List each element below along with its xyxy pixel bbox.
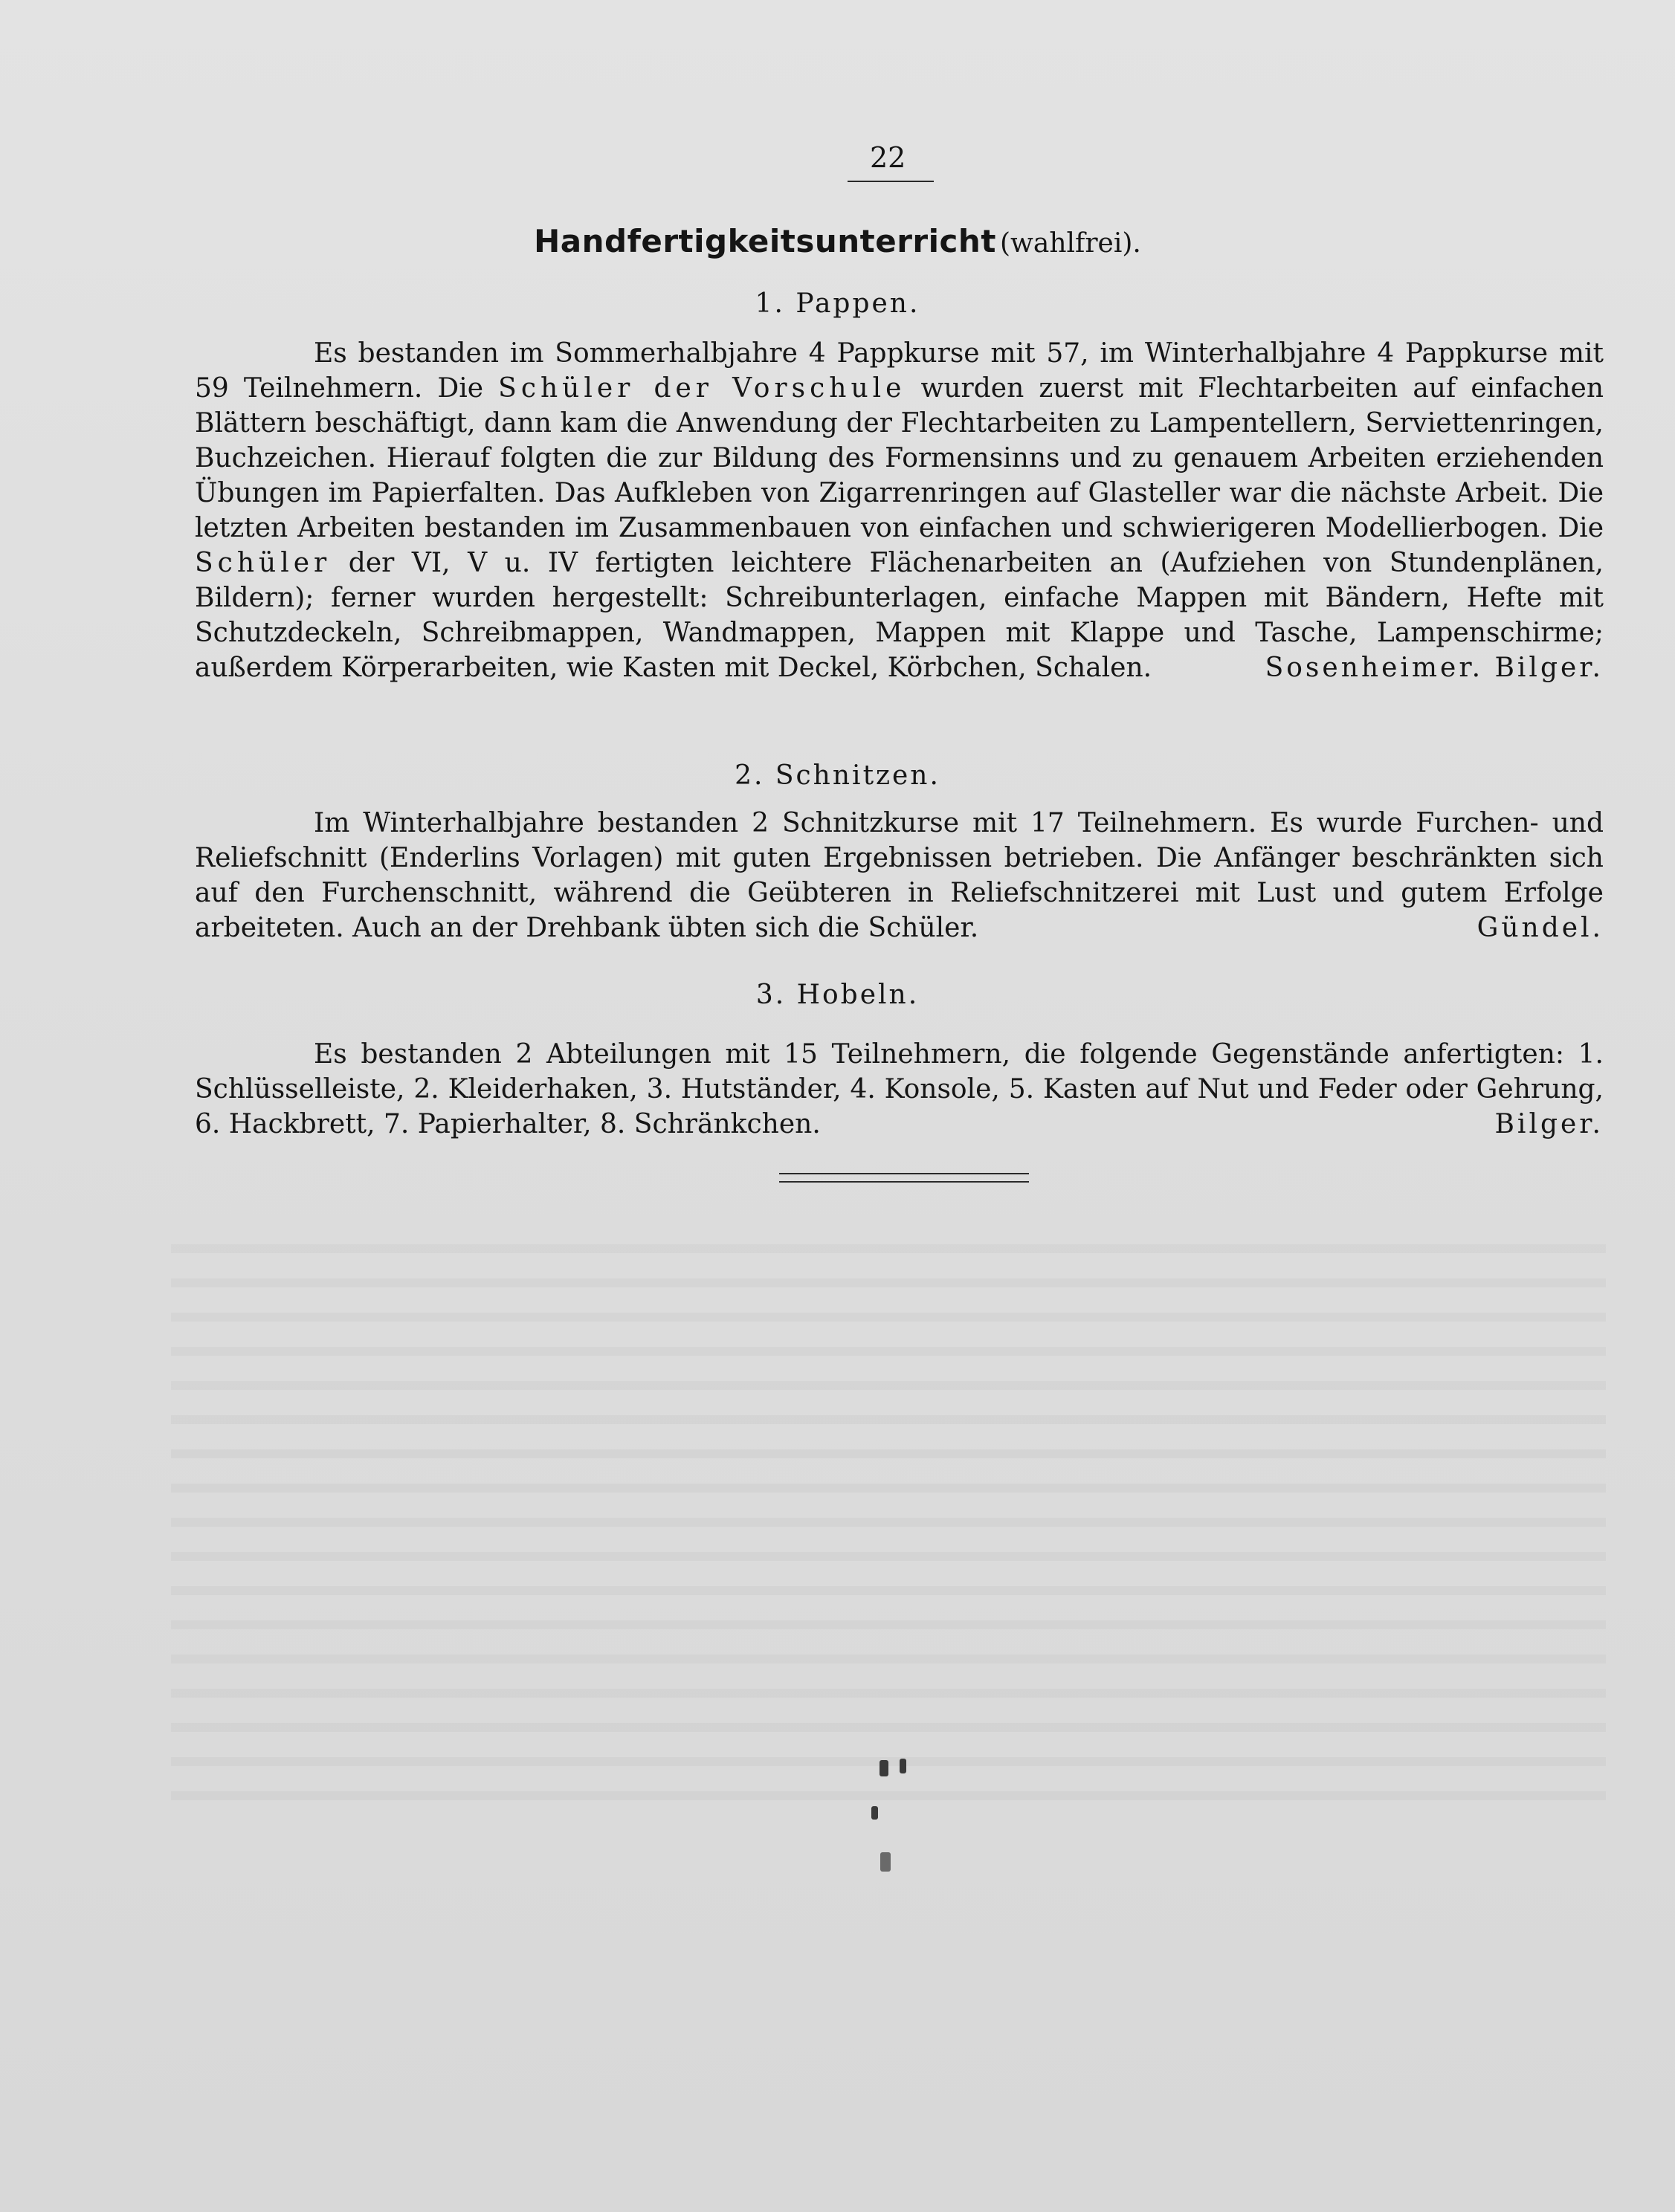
ink-spot xyxy=(880,1760,888,1776)
heading-title: Handfertigkeitsunterricht xyxy=(534,223,996,259)
schnitzen-text: Im Winterhalbjahre bestanden 2 Schnitzkurse mit 17 Teilnehmern. Es wurde Furchen- und Reliefschnitt (Enderlins Vorlagen) mit guten Ergebnissen betrieben. Die Anfänger beschränkten sich auf den Furchenschnitt, während die Geübteren in Reliefschnitzerei mit Lust und gutem Erfolge arbeiteten. Auch an der Drehbank übten sich die Schüler. xyxy=(195,808,1604,943)
pappen-text-a: Es bestanden im Sommerhalbjahre 4 Pappkurse mit 57, im Winterhalbjahre 4 Pappkurse mit 59 Teilnehmern. Die xyxy=(195,338,1604,404)
section-title-pappen: 1. Pappen. xyxy=(755,288,920,319)
paragraph-pappen xyxy=(195,336,1604,685)
section-heading xyxy=(0,223,1675,259)
paragraph-schnitzen-text xyxy=(195,806,1604,945)
page-number-rule xyxy=(848,181,934,182)
heading-subtitle: (wahlfrei). xyxy=(1000,228,1141,259)
pappen-text-c: der VI, V u. IV fertigten leichtere Flächenarbeiten an (Aufziehen von Stundenplänen, Bildern); ferner wurden hergestellt: Schreibunterlagen, einfache Mappen mit Bändern, Hefte mit Schutzdeckeln, Schreibmappen, Wandmappen, Mappen mit Klappe und Tasche, Lampenschirme; außerdem Körperarbeiten, wie Kasten mit Deckel, Körbchen, Schalen. xyxy=(195,548,1604,683)
signature-hobeln: Bilger. xyxy=(1494,1109,1604,1139)
ink-spot xyxy=(880,1852,891,1872)
paragraph-schnitzen xyxy=(195,806,1604,945)
hobeln-text: Es bestanden 2 Abteilungen mit 15 Teilnehmern, die folgende Gegenstände anfertigten: 1. Schlüsselleiste, 2. Kleiderhaken, 3. Hutständer, 4. Konsole, 5. Kasten auf Nut und Feder oder Gehrung, 6. Hackbrett, 7. Papierhalter, 8. Schränkchen. xyxy=(195,1039,1604,1139)
paragraph-hobeln-text xyxy=(195,1037,1604,1142)
pappen-emph-schueler: Schüler xyxy=(195,548,332,578)
paragraph-pappen-text xyxy=(195,336,1604,685)
page-number: 22 xyxy=(870,141,906,174)
ink-spot xyxy=(900,1759,906,1773)
section-title-hobeln: 3. Hobeln. xyxy=(755,980,920,1010)
bleed-through-texture xyxy=(171,1219,1606,1814)
signature-schnitzen: Gündel. xyxy=(1476,913,1604,943)
ink-spot xyxy=(871,1806,878,1820)
section-title-schnitzen: 2. Schnitzen. xyxy=(735,760,940,791)
double-rule-divider xyxy=(779,1173,1029,1183)
pappen-text-b: wurden zuerst mit Flechtarbeiten auf einfachen Blättern beschäftigt, dann kam die Anwendung der Flechtarbeiten zu Lampentellern, Serviettenringen, Buchzeichen. Hierauf folgten die zur Bildung des Formensinns und zu genauem Arbeiten erziehenden Übungen im Papierfalten. Das Aufkleben von Zigarrenringen auf Glasteller war die nächste Arbeit. Die letzten Arbeiten bestanden im Zusammenbauen von einfachen und schwierigeren Modellierbogen. Die xyxy=(195,373,1604,543)
paragraph-hobeln xyxy=(195,1037,1604,1142)
signature-pappen: Sosenheimer. Bilger. xyxy=(1265,653,1604,683)
pappen-emph-vorschule: Schüler der Vorschule xyxy=(498,373,906,404)
